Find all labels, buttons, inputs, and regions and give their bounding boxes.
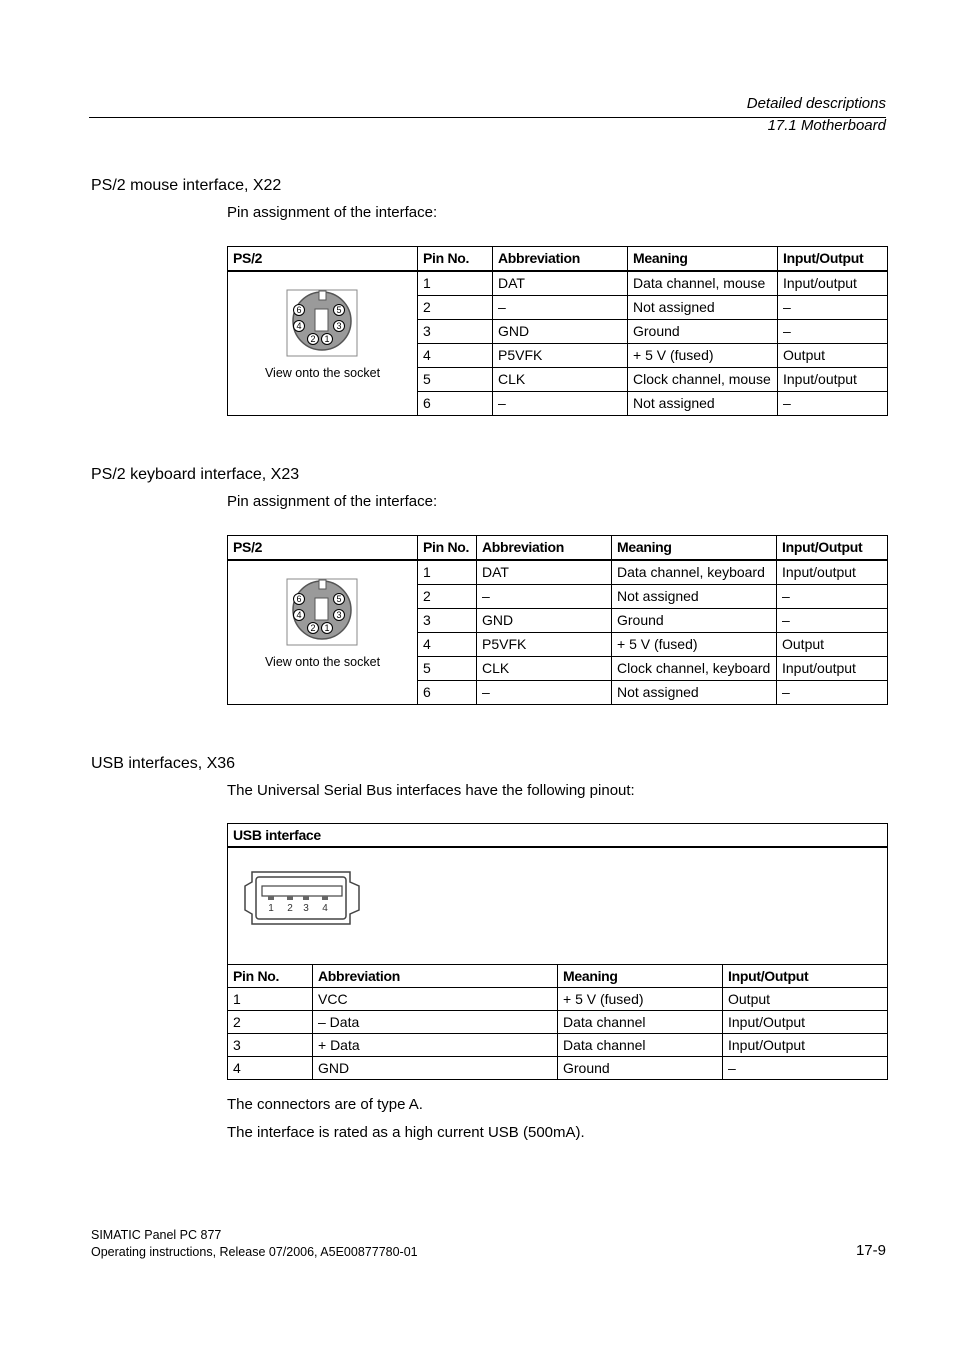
col-header: Pin No. — [228, 965, 313, 988]
cell-meaning: Clock channel, keyboard — [612, 657, 777, 681]
table-row — [228, 1011, 888, 1034]
cell-io: Output — [777, 633, 888, 657]
cell-meaning: Not assigned — [612, 681, 777, 705]
col-header: Meaning — [612, 536, 777, 561]
table-row — [228, 1057, 888, 1080]
cell-pin: 2 — [418, 296, 493, 320]
table-row — [228, 271, 888, 296]
cell-io: Input/output — [778, 271, 888, 296]
table-header-row — [228, 247, 888, 272]
cell-io: – — [777, 609, 888, 633]
pin-label: 1 — [323, 334, 330, 344]
col-header: PS/2 — [228, 247, 418, 272]
cell-io: Input/output — [778, 368, 888, 392]
figure-row — [228, 847, 888, 965]
cell-pin: 3 — [228, 1034, 313, 1057]
cell-abbr: – — [477, 585, 612, 609]
ps2-socket-diagram — [286, 578, 360, 648]
cell-pin: 4 — [418, 633, 477, 657]
col-header: PS/2 — [228, 536, 418, 561]
header-rule — [89, 117, 886, 118]
cell-pin: 3 — [418, 609, 477, 633]
running-header-chapter: Detailed descriptions — [746, 95, 886, 112]
cell-meaning: Not assigned — [628, 296, 778, 320]
mouse-heading: PS/2 mouse interface, X22 — [91, 177, 282, 194]
cell-pin: 5 — [418, 657, 477, 681]
usb-intro: The Universal Serial Bus interfaces have the following pinout: — [227, 782, 635, 799]
keyboard-heading: PS/2 keyboard interface, X23 — [91, 466, 300, 483]
col-header: Input/Output — [778, 247, 888, 272]
cell-io: Output — [778, 344, 888, 368]
cell-pin: 5 — [418, 368, 493, 392]
cell-pin: 1 — [418, 271, 493, 296]
cell-io: Output — [723, 988, 888, 1011]
table-header-row — [228, 536, 888, 561]
col-header: Input/Output — [777, 536, 888, 561]
cell-pin: 1 — [228, 988, 313, 1011]
cell-io: – — [723, 1057, 888, 1080]
pin-label: 4 — [295, 321, 302, 331]
ps2-socket-figure — [228, 560, 418, 705]
cell-meaning: Not assigned — [628, 392, 778, 416]
col-header: Pin No. — [418, 247, 493, 272]
cell-io: Input/Output — [723, 1011, 888, 1034]
figure-caption: View onto the socket — [264, 366, 381, 380]
table-row — [228, 988, 888, 1011]
mouse-pin-table — [227, 246, 888, 416]
table-header-row — [228, 965, 888, 988]
usb-note-current: The interface is rated as a high current USB (500mA). — [227, 1124, 585, 1141]
figure-caption: View onto the socket — [264, 655, 381, 669]
cell-io: Input/output — [777, 560, 888, 585]
cell-abbr: GND — [493, 320, 628, 344]
cell-meaning: Not assigned — [612, 585, 777, 609]
cell-meaning: + 5 V (fused) — [628, 344, 778, 368]
cell-abbr: CLK — [493, 368, 628, 392]
ps2-socket-diagram — [286, 289, 360, 359]
cell-pin: 6 — [418, 392, 493, 416]
cell-io: – — [778, 392, 888, 416]
keyboard-pin-table — [227, 535, 888, 705]
usb-figure-cell — [228, 847, 888, 965]
cell-io: – — [778, 320, 888, 344]
footer-doc-info: Operating instructions, Release 07/2006, A5E00877780-01 — [91, 1245, 418, 1259]
col-header: Abbreviation — [313, 965, 558, 988]
pin-label: 3 — [335, 610, 342, 620]
usb-heading: USB interfaces, X36 — [91, 755, 236, 772]
usb-pin-label: 1 — [268, 903, 274, 914]
col-header: Abbreviation — [493, 247, 628, 272]
usb-table-title: USB interface — [228, 824, 888, 848]
page-number: 17-9 — [855, 1242, 886, 1259]
cell-io: – — [777, 585, 888, 609]
col-header: Input/Output — [723, 965, 888, 988]
pin-label: 5 — [335, 305, 342, 315]
cell-abbr: DAT — [477, 560, 612, 585]
pin-label: 1 — [323, 623, 330, 633]
table-row — [228, 1034, 888, 1057]
cell-io: Input/output — [777, 657, 888, 681]
cell-io: – — [778, 296, 888, 320]
cell-abbr: GND — [477, 609, 612, 633]
cell-meaning: Data channel, keyboard — [612, 560, 777, 585]
cell-abbr: VCC — [313, 988, 558, 1011]
cell-abbr: – Data — [313, 1011, 558, 1034]
cell-abbr: P5VFK — [493, 344, 628, 368]
usb-pin-label: 4 — [322, 903, 328, 914]
keyboard-intro: Pin assignment of the interface: — [227, 493, 438, 510]
usb-note-type: The connectors are of type A. — [227, 1096, 423, 1113]
cell-meaning: Data channel, mouse — [628, 271, 778, 296]
cell-pin: 4 — [228, 1057, 313, 1080]
cell-io: Input/Output — [723, 1034, 888, 1057]
cell-meaning: Clock channel, mouse — [628, 368, 778, 392]
cell-abbr: DAT — [493, 271, 628, 296]
pin-label: 3 — [335, 321, 342, 331]
table-row — [228, 560, 888, 585]
ps2-socket-figure — [228, 271, 418, 416]
pin-label: 2 — [309, 334, 316, 344]
running-header-section: 17.1 Motherboard — [767, 117, 886, 134]
cell-meaning: + 5 V (fused) — [558, 988, 723, 1011]
col-header: Pin No. — [418, 536, 477, 561]
cell-pin: 2 — [418, 585, 477, 609]
cell-pin: 1 — [418, 560, 477, 585]
usb-pin-label: 3 — [303, 903, 309, 914]
cell-pin: 6 — [418, 681, 477, 705]
usb-connector-diagram — [242, 864, 372, 934]
cell-abbr: + Data — [313, 1034, 558, 1057]
pin-label: 6 — [295, 594, 302, 604]
cell-pin: 2 — [228, 1011, 313, 1034]
mouse-intro: Pin assignment of the interface: — [227, 204, 438, 221]
usb-pin-table — [227, 823, 888, 1080]
cell-abbr: – — [493, 296, 628, 320]
col-header: Meaning — [628, 247, 778, 272]
cell-abbr: – — [477, 681, 612, 705]
usb-pin-label: 2 — [287, 903, 293, 914]
col-header: Meaning — [558, 965, 723, 988]
cell-abbr: GND — [313, 1057, 558, 1080]
cell-meaning: Ground — [558, 1057, 723, 1080]
table-header-row — [228, 824, 888, 848]
cell-meaning: Data channel — [558, 1011, 723, 1034]
cell-pin: 3 — [418, 320, 493, 344]
cell-meaning: + 5 V (fused) — [612, 633, 777, 657]
pin-label: 5 — [335, 594, 342, 604]
cell-pin: 4 — [418, 344, 493, 368]
cell-abbr: P5VFK — [477, 633, 612, 657]
cell-meaning: Data channel — [558, 1034, 723, 1057]
cell-meaning: Ground — [612, 609, 777, 633]
col-header: Abbreviation — [477, 536, 612, 561]
pin-label: 6 — [295, 305, 302, 315]
cell-abbr: – — [493, 392, 628, 416]
pin-label: 4 — [295, 610, 302, 620]
pin-label: 2 — [309, 623, 316, 633]
cell-meaning: Ground — [628, 320, 778, 344]
cell-abbr: CLK — [477, 657, 612, 681]
footer-product: SIMATIC Panel PC 877 — [91, 1228, 222, 1242]
cell-io: – — [777, 681, 888, 705]
